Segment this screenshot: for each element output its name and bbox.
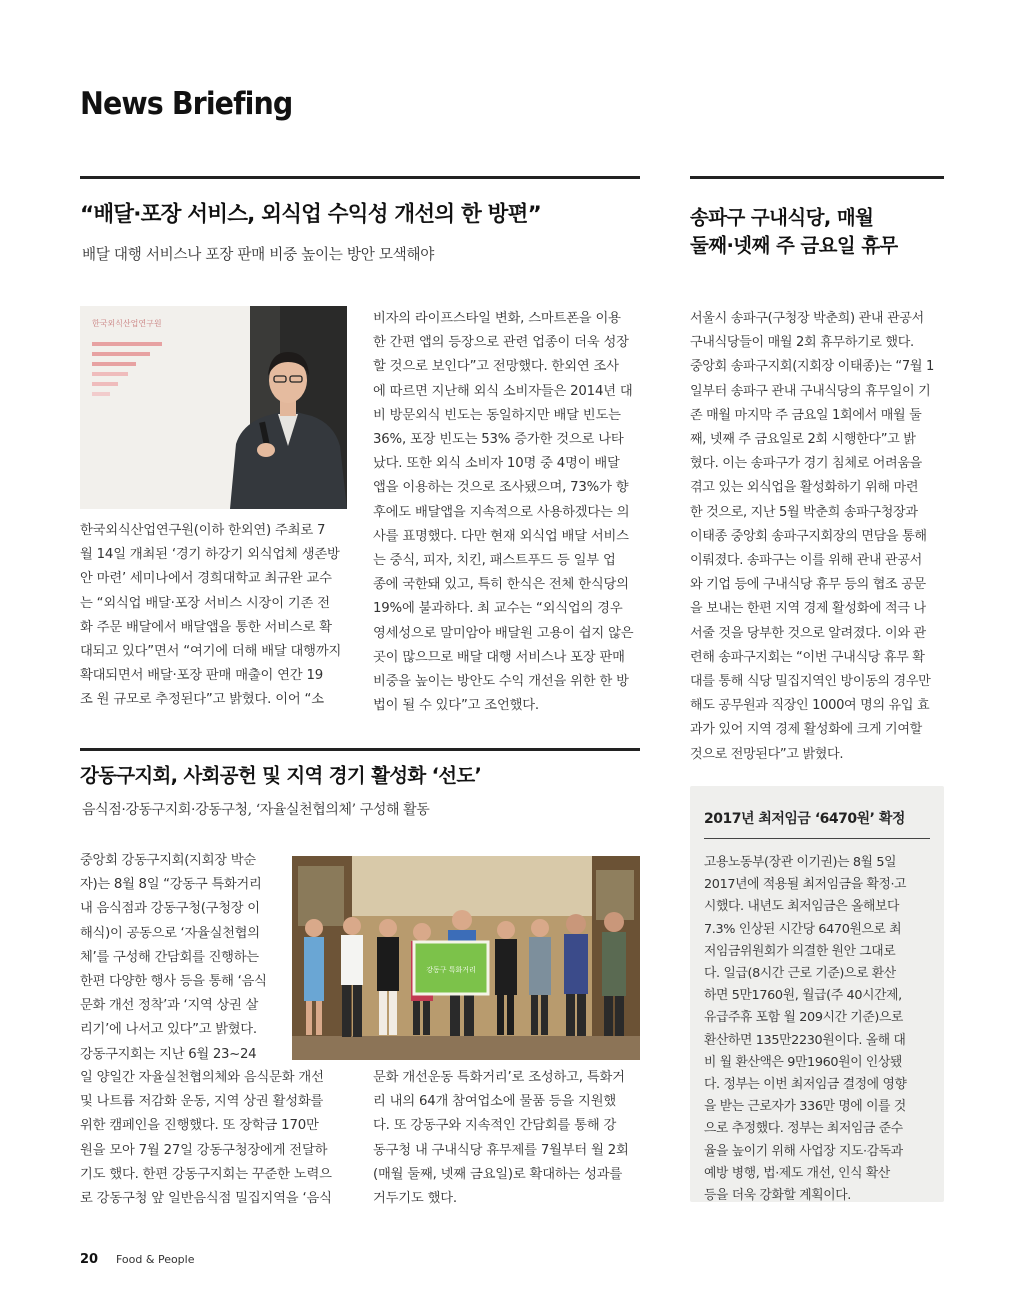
text-line: 비 방문외식 빈도는 동일하지만 배달 빈도는 — [373, 407, 621, 423]
text-line: 비자의 라이프스타일 변화, 스마트폰을 이용 — [373, 311, 621, 326]
text-line: 2017년에 적용될 최저임금을 확정·고 — [704, 877, 907, 893]
page-number: 20 — [80, 1252, 99, 1267]
text-line: 후에도 배달앱을 지속적으로 사용하겠다는 의 — [373, 504, 630, 520]
sidebar-body — [704, 852, 930, 1207]
text-line: 로 강동구청 앞 일반음식점 밀집지역을 ‘음식 — [80, 1191, 332, 1207]
text-line: 와 기업 등에 구내식당 휴무 등의 협조 공문 — [690, 577, 926, 593]
article3-headline: 강동구지회, 사회공헌 및 지역 경기 활성화 ‘선도’ — [80, 764, 482, 787]
sidebar-box — [690, 786, 944, 1202]
text-line: 예방 병행, 법·제도 개선, 인식 확산 — [704, 1165, 890, 1181]
text-line: 해도 공무원과 직장인 1000여 명의 유입 효 — [690, 698, 930, 714]
text-line: 체’를 구성해 간담회를 진행하는 — [80, 949, 259, 965]
text-line: 하면 5만1760원, 월급(주 40시간제, — [704, 988, 902, 1004]
text-line: 거두기도 했다. — [373, 1191, 457, 1207]
article1-subhead: 배달 대행 서비스나 포장 판매 비중 높이는 방안 모색해야 — [82, 246, 435, 263]
text-line: 일 양일간 자율실천협의체와 음식문화 개선 — [80, 1070, 324, 1085]
article1-top-rule — [80, 176, 640, 179]
text-line: 유급주휴 포함 월 209시간 기준)으로 — [704, 1010, 904, 1026]
text-line: 등을 더욱 강화할 계획이다. — [704, 1188, 852, 1204]
text-line: 한편 다양한 행사 등을 통해 ‘음식 — [80, 974, 267, 990]
text-line: 사를 표명했다. 다만 현재 외식업 배달 서비스 — [373, 528, 629, 544]
text-line: 째, 넷째 주 금요일로 2회 시행한다”고 밝 — [690, 432, 916, 448]
text-line: 는 중식, 피자, 치킨, 패스트푸드 등 일부 업 — [373, 553, 616, 569]
text-line: 다. 또 강동구와 지속적인 간담회를 통해 강 — [373, 1118, 617, 1134]
text-line: 이뤄졌다. 송파구는 이를 위해 관내 관공서 — [690, 553, 922, 569]
text-line: 확대되면서 배달·포장 판매 매출이 연간 19 — [80, 668, 323, 684]
text-line: 났다. 또한 외식 소비자 10명 중 4명이 배달 — [373, 456, 620, 472]
text-line: 다. 정부는 이번 최저임금 결정에 영향 — [704, 1077, 907, 1093]
text-line: 한국외식산업연구원(이하 한외연) 주최로 7 — [80, 523, 326, 538]
article2-body — [690, 307, 944, 767]
article3-col2 — [373, 1066, 640, 1211]
text-line: 환산하면 135만2230원이다. 올해 대 — [704, 1032, 906, 1048]
text-line: 19%에 불과하다. 최 교수는 “외식업의 경우 — [373, 601, 623, 617]
article3-group-photo — [292, 856, 640, 1060]
text-line: 을 보내는 한편 지역 경제 활성화에 적극 나 — [690, 601, 926, 617]
text-line: 법이 될 수 있다”고 조언했다. — [373, 698, 539, 714]
article2-top-rule — [690, 176, 944, 179]
text-line: 문화 개선운동 특화거리’로 조성하고, 특화거 — [373, 1070, 625, 1085]
text-line: 에 따르면 지난해 외식 소비자들은 2014년 대 — [373, 383, 633, 399]
text-line: 대를 통해 식당 밀집지역인 방이동의 경우만 — [690, 674, 931, 690]
text-line: 저임금위원회가 의결한 원안 그대로 — [704, 943, 896, 959]
text-line: 및 나트륨 저감화 운동, 지역 상권 활성화를 — [80, 1094, 324, 1110]
text-line: 비 월 환산액은 9만1960원이 인상됐 — [704, 1054, 902, 1070]
headline-line: 둘째·넷째 주 금요일 휴무 — [690, 234, 898, 257]
article3-intro — [80, 849, 276, 1067]
text-line: (매월 둘째, 넷째 금요일)로 확대하는 성과를 — [373, 1166, 623, 1182]
text-line: 대되고 있다”면서 “여기에 더해 배달 대행까지 — [80, 644, 342, 660]
text-line: 겪고 있는 외식업을 활성화하기 위해 마련 — [690, 480, 919, 496]
text-line: 과가 있어 지역 경제 활성화에 크게 기여할 — [690, 722, 922, 738]
text-line: 이태종 중앙회 송파구지회장의 면담을 통해 — [690, 528, 927, 544]
text-line: 내 음식점과 강동구청(구청장 이 — [80, 901, 260, 917]
text-line: 비중을 높이는 방안도 수익 개선을 위한 한 방 — [373, 674, 629, 690]
article3-col1 — [80, 1066, 347, 1211]
text-line: 앱을 이용하는 것으로 조사됐으며, 73%가 향 — [373, 480, 629, 496]
article1-col2 — [373, 307, 640, 718]
text-line: 일부터 송파구 관내 구내식당의 휴무일이 기 — [690, 383, 931, 399]
article2-headline — [690, 204, 898, 260]
article1-col1 — [80, 519, 347, 713]
text-line: 한 간편 앱의 등장으로 관련 업종이 더욱 성장 — [373, 335, 629, 351]
headline-line: 송파구 구내식당, 매월 — [690, 206, 874, 229]
text-line: 혔다. 이는 송파구가 경기 침체로 어려움을 — [690, 456, 922, 472]
text-line: 위한 캠페인을 진행했다. 또 장학금 170만 — [80, 1118, 319, 1134]
sidebar-rule — [704, 838, 930, 839]
text-line: 서줄 것을 당부한 것으로 알려졌다. 이와 관 — [690, 625, 926, 641]
text-line: 리 내의 64개 참여업소에 물품 등을 지원했 — [373, 1094, 616, 1110]
article3-top-rule — [80, 748, 640, 751]
text-line: 자)는 8월 8일 “강동구 특화거리 — [80, 877, 262, 893]
text-line: 화 주문 배달에서 배달앱을 통한 서비스로 확 — [80, 619, 332, 635]
article3-subhead: 음식점·강동구지회·강동구청, ‘자율실천협의체’ 구성해 활동 — [82, 802, 430, 818]
text-line: 조 원 규모로 추정된다”고 밝혔다. 이어 “소 — [80, 692, 324, 708]
text-line: 영세성으로 말미암아 배달원 고용이 쉽지 않은 — [373, 625, 634, 641]
text-line: 문화 개선 정착’과 ‘지역 상권 살 — [80, 998, 259, 1014]
text-line: 할 것으로 보인다”고 전망했다. 한외연 조사 — [373, 359, 619, 375]
text-line: 36%, 포장 빈도는 53% 증가한 것으로 나타 — [373, 432, 624, 448]
text-line: 한 것으로, 지난 5월 박춘희 송파구청장과 — [690, 504, 918, 520]
section-title: News Briefing — [80, 86, 293, 122]
text-line: 곳이 많으므로 배달 대행 서비스나 포장 판매 — [373, 649, 625, 665]
text-line: 강동구지회는 지난 6월 23~24 — [80, 1046, 257, 1062]
text-line: 으로 추정했다. 정부는 최저임금 준수 — [704, 1121, 903, 1137]
text-line: 원을 모아 7월 27일 강동구청장에게 전달하 — [80, 1142, 328, 1158]
text-line: 시했다. 내년도 최저임금은 올해보다 — [704, 899, 900, 915]
text-line: 리기’에 나서고 있다”고 밝혔다. — [80, 1022, 257, 1038]
text-line: 것으로 전망된다”고 밝혔다. — [690, 746, 844, 762]
text-line: 고용노동부(장관 이기권)는 8월 5일 — [704, 855, 897, 870]
sidebar-title: 2017년 최저임금 ‘6470원’ 확정 — [704, 811, 905, 827]
banner-text: 강동구 특화거리 — [426, 966, 476, 974]
text-line: 중앙회 송파구지회(지회장 이태종)는 “7월 1 — [690, 359, 934, 375]
text-line: 다. 일급(8시간 근로 기준)으로 환산 — [704, 966, 896, 982]
text-line: 안 마련’ 세미나에서 경희대학교 최규완 교수 — [80, 571, 332, 587]
article1-photo — [80, 306, 347, 509]
text-line: 기도 했다. 한편 강동구지회는 꾸준한 노력으 — [80, 1166, 332, 1182]
text-line: 련해 송파구지회는 “이번 구내식당 휴무 확 — [690, 649, 925, 665]
text-line: 월 14일 개최된 ‘경기 하강기 외식업체 생존방 — [80, 547, 340, 563]
text-line: 율을 높이기 위해 사업장 지도·감독과 — [704, 1143, 903, 1159]
text-line: 해식)이 공동으로 ‘자율실천협의 — [80, 925, 260, 941]
magazine-name: Food & People — [116, 1253, 195, 1266]
text-line: 서울시 송파구(구청장 박춘희) 관내 관공서 — [690, 311, 924, 326]
text-line: 중앙회 강동구지회(지회장 박순 — [80, 853, 256, 868]
text-line: 구내식당들이 매월 2회 휴무하기로 했다. — [690, 335, 914, 351]
text-line: 을 받는 근로자가 336만 명에 이를 것 — [704, 1099, 906, 1115]
text-line: 동구청 내 구내식당 휴무제를 7월부터 월 2회 — [373, 1142, 629, 1158]
slide-title-text: 한국외식산업연구원 — [92, 319, 162, 328]
text-line: 종에 국한돼 있고, 특히 한식은 전체 한식당의 — [373, 577, 629, 593]
text-line: 는 “외식업 배달·포장 서비스 시장이 기존 전 — [80, 595, 330, 611]
article1-headline: “배달·포장 서비스, 외식업 수익성 개선의 한 방편” — [80, 202, 541, 227]
text-line: 존 매월 마지막 주 금요일 1회에서 매월 둘 — [690, 407, 922, 423]
text-line: 7.3% 인상된 시간당 6470원으로 최 — [704, 921, 902, 937]
